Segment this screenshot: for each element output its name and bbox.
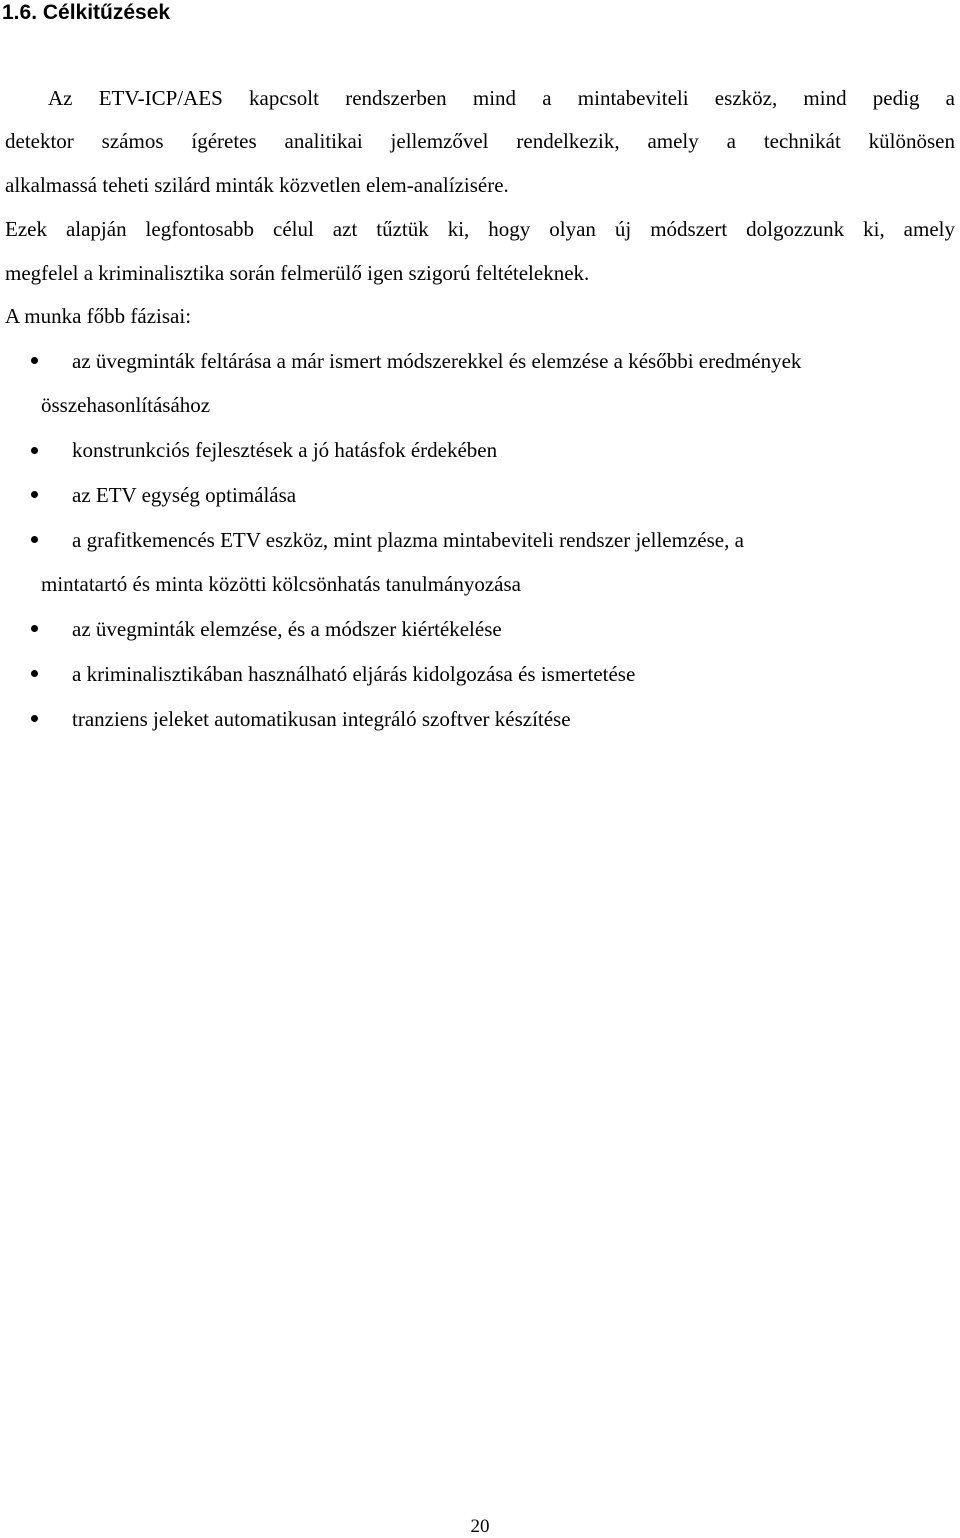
- phases-intro: A munka főbb fázisai:: [5, 304, 192, 328]
- paragraph-line: megfelel a kriminalisztika során felmerülő igen szigorú feltételeknek.: [5, 261, 590, 285]
- page-number: 20: [470, 1516, 490, 1537]
- bullet-icon: [31, 625, 38, 632]
- bullet-icon: [31, 670, 38, 677]
- list-item-text: az üvegminták feltárása a már ismert módszerekkel és elemzése a későbbi eredmények: [72, 349, 802, 373]
- section-heading: 1.6. Célkitűzések: [2, 1, 171, 24]
- paragraph-line: alkalmassá teheti szilárd minták közvetlen elem-analízisére.: [5, 173, 509, 197]
- bullet-icon: [31, 447, 38, 454]
- paragraph-line: detektor számos ígéretes analitikai jellemzővel rendelkezik, amely a technikát különösen: [5, 129, 955, 153]
- list-item-text: a kriminalisztikában használható eljárás kidolgozása és ismertetése: [72, 662, 636, 686]
- bullet-icon: [31, 715, 38, 722]
- list-item-continuation: összehasonlításához: [41, 393, 211, 417]
- paragraph-line: Az ETV-ICP/AES kapcsolt rendszerben mind a mintabeviteli eszköz, mind pedig a: [48, 86, 955, 110]
- list-item-text: tranziens jeleket automatikusan integráló szoftver készítése: [72, 707, 571, 731]
- bullet-icon: [31, 536, 38, 543]
- list-item-text: a grafitkemencés ETV eszköz, mint plazma mintabeviteli rendszer jellemzése, a: [72, 528, 744, 552]
- list-item-continuation: mintatartó és minta közötti kölcsönhatás tanulmányozása: [41, 572, 521, 596]
- bullet-icon: [31, 491, 38, 498]
- paragraph-line: Ezek alapján legfontosabb célul azt tűztük ki, hogy olyan új módszert dolgozzunk ki, amely: [5, 217, 955, 241]
- list-item-text: az üvegminták elemzése, és a módszer kiértékelése: [72, 617, 502, 641]
- bullet-icon: [31, 357, 38, 364]
- list-item-text: az ETV egység optimálása: [72, 483, 297, 507]
- list-item-text: konstrunkciós fejlesztések a jó hatásfok érdekében: [72, 438, 498, 462]
